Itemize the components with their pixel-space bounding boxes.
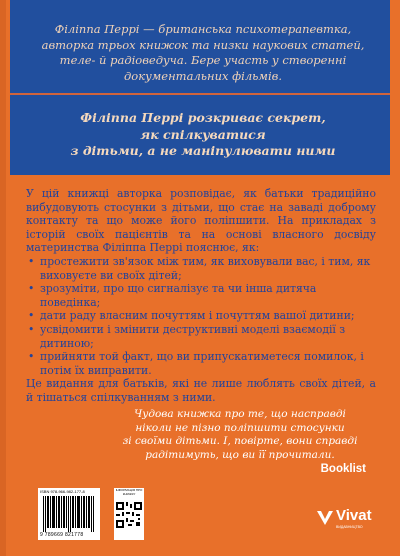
isbn-label: ISBN 978-966-982-177-8 <box>40 489 85 494</box>
intro-paragraph: У цій книжці авторка розповідає, як батьки традиційно вибудовують стосунки з дітьми, що стає на заваді доброму контакту та що може його поліпшити. На прикладах з історій своїх пацієнтів та на основі власного досвіду материнства Філіппа Перрі пояснює, як: <box>26 187 376 255</box>
qr-code <box>114 488 144 540</box>
bullet-item: • зрозуміти, про що сигналізує та чи інша дитяча поведінка; <box>40 282 376 309</box>
bio-line: документальних фільмів. <box>124 68 282 83</box>
quote-line: радітимуть, що ви її прочитали. <box>145 448 335 461</box>
review-quote <box>120 408 360 462</box>
author-panel <box>10 0 390 175</box>
divider <box>10 93 390 95</box>
cover-edge <box>0 0 6 556</box>
bio-line: теле- й радіоведуча. Бере участь у створенні <box>59 53 347 67</box>
quote-source: Booklist <box>320 463 366 475</box>
vivat-logo-icon <box>316 509 334 527</box>
barcode-bars-icon <box>42 496 96 532</box>
barcode-number: 9 789669 821778 <box>40 532 84 538</box>
bullet-item: • дати раду власним почуттям і почуттям вашої дитини; <box>40 309 376 323</box>
bullet-item: • простежити зв'язок між тим, як виховували вас, і тим, як виховуєте ви своїх дітей; <box>40 255 376 282</box>
author-bio <box>38 22 368 84</box>
qr-caption: ІНФОРМАЦІЯ ПРО КНИЖКУ <box>115 488 143 496</box>
quote-line: зі своїми дітьми. І, повірте, вони справді <box>122 435 358 448</box>
bio-line: Філіппа Перрі — британська психотерапевтка, <box>54 22 352 36</box>
publisher-name: Vivat <box>336 507 372 524</box>
publisher-subtitle: ВИДАВНИЦТВО <box>336 525 363 529</box>
publisher-logo <box>316 505 372 535</box>
headline-line: з дітьми, а не маніпулювати ними <box>70 143 336 158</box>
bullet-list <box>26 255 376 377</box>
bullet-item: • прийняти той факт, що ви припускатиметеся помилок, і потім їх виправити. <box>40 350 376 377</box>
headline-line: як спілкуватися <box>140 126 266 142</box>
bullet-item: • усвідомити і змінити деструктивні моделі взаємодії з дитиною; <box>40 323 376 350</box>
quote-line: ніколи не пізно поліпшити стосунки <box>135 421 345 434</box>
bio-line: авторка трьох книжок та низки наукових статей, <box>41 37 365 52</box>
headline <box>38 110 368 160</box>
quote-line: Чудова книжка про те, що насправді <box>134 408 346 420</box>
closing-paragraph: Це видання для батьків, які не лише люблять своїх дітей, а й тішаться спілкуванням з ними. <box>26 377 376 404</box>
description <box>26 187 376 405</box>
qr-code-icon <box>116 502 142 528</box>
headline-line: Філіппа Перрі розкриває секрет, <box>80 110 326 125</box>
barcode <box>38 488 100 540</box>
